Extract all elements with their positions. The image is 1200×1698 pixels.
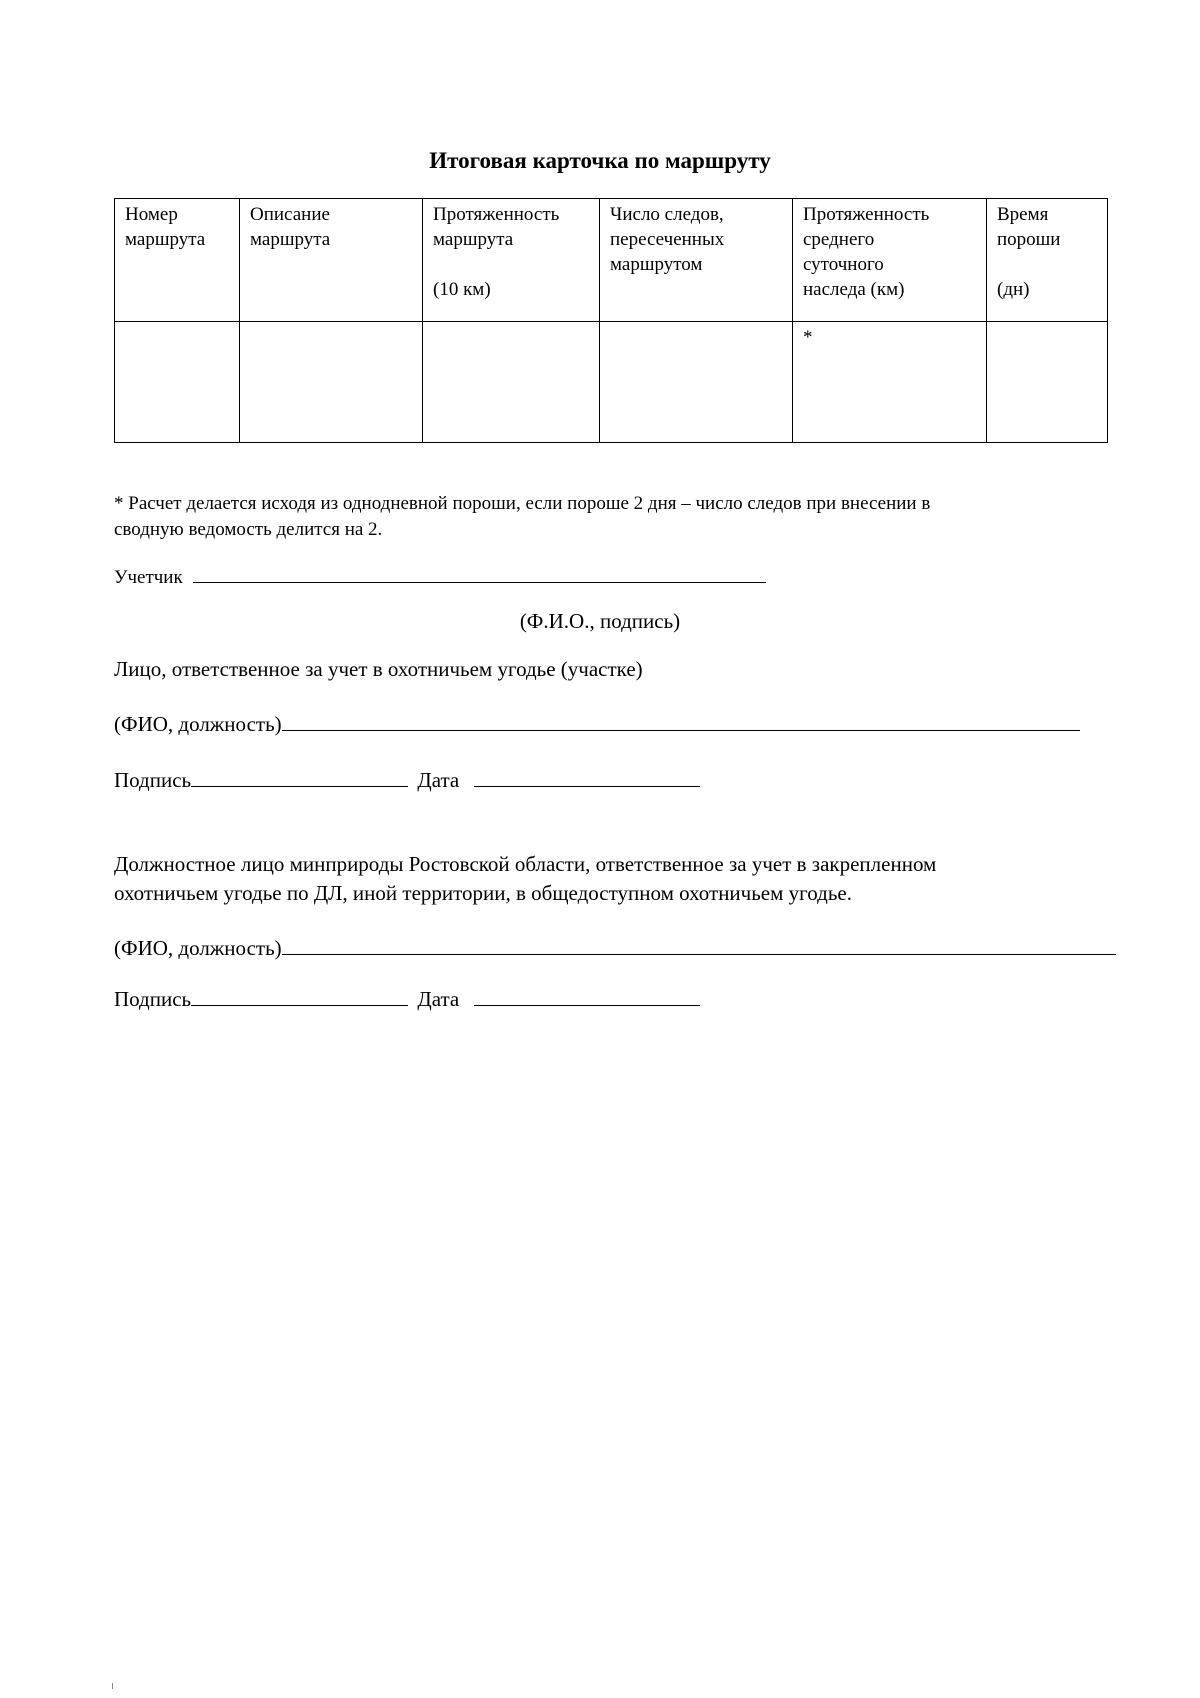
cell-tracks-count[interactable]: [600, 322, 793, 443]
header-route-number: Номер маршрута: [115, 199, 240, 322]
responsible-fio-label: (ФИО, должность): [114, 712, 282, 736]
cell-route-number[interactable]: [115, 322, 240, 443]
official-date-field[interactable]: [474, 985, 700, 1006]
official-fio-field[interactable]: [282, 934, 1116, 955]
table-row: [115, 322, 1108, 443]
accountant-label: Учетчик: [114, 567, 183, 588]
official-fio-label: (ФИО, должность): [114, 936, 282, 960]
official-sign-label: Подпись: [114, 987, 192, 1011]
official-fio-line: [114, 934, 1116, 962]
header-powder-time: Время пороши (дн): [987, 199, 1108, 322]
document-title: Итоговая карточка по маршруту: [429, 148, 771, 173]
responsible-date-field[interactable]: [474, 766, 700, 787]
responsible-fio-field[interactable]: [282, 710, 1080, 731]
cell-route-description[interactable]: [240, 322, 423, 443]
header-route-description: Описание маршрута: [240, 199, 423, 322]
responsible-fio-line: [114, 710, 1080, 738]
accountant-line: [114, 562, 766, 590]
table-header-row: [115, 199, 1108, 322]
header-daily-trail-length: Протяженность среднего суточного наследа (км): [793, 199, 987, 322]
responsible-sign-label: Подпись: [114, 768, 192, 792]
cell-powder-time[interactable]: [987, 322, 1108, 443]
official-text-line-1: Должностное лицо минприроды Ростовской области, ответственное за учет в закрепленном: [114, 852, 937, 876]
page-corner-mark: [112, 1683, 113, 1689]
responsible-sign-field[interactable]: [191, 766, 408, 787]
footnote-line-1: * Расчет делается исходя из однодневной пороши, если пороше 2 дня – число следов при внесении в: [114, 493, 931, 514]
official-sign-line: [114, 985, 700, 1013]
header-tracks-count: Число следов, пересеченных маршрутом: [600, 199, 793, 322]
cell-daily-trail-length[interactable]: *: [793, 322, 987, 443]
route-summary-table: [114, 198, 1108, 443]
responsible-date-label: Дата: [417, 768, 460, 792]
official-sign-field[interactable]: [191, 985, 408, 1006]
accountant-signature-field[interactable]: [193, 562, 766, 583]
responsible-heading: Лицо, ответственное за учет в охотничьем угодье (участке): [114, 657, 643, 681]
footnote-line-2: сводную ведомость делится на 2.: [114, 519, 383, 540]
header-route-length: Протяженность маршрута (10 км): [423, 199, 600, 322]
accountant-caption: (Ф.И.О., подпись): [519, 609, 681, 633]
cell-route-length[interactable]: [423, 322, 600, 443]
responsible-sign-line: [114, 766, 700, 794]
official-text-line-2: охотничьем угодье по ДЛ, иной территории, в общедоступном охотничьем угодье.: [114, 881, 852, 905]
official-date-label: Дата: [417, 987, 460, 1011]
